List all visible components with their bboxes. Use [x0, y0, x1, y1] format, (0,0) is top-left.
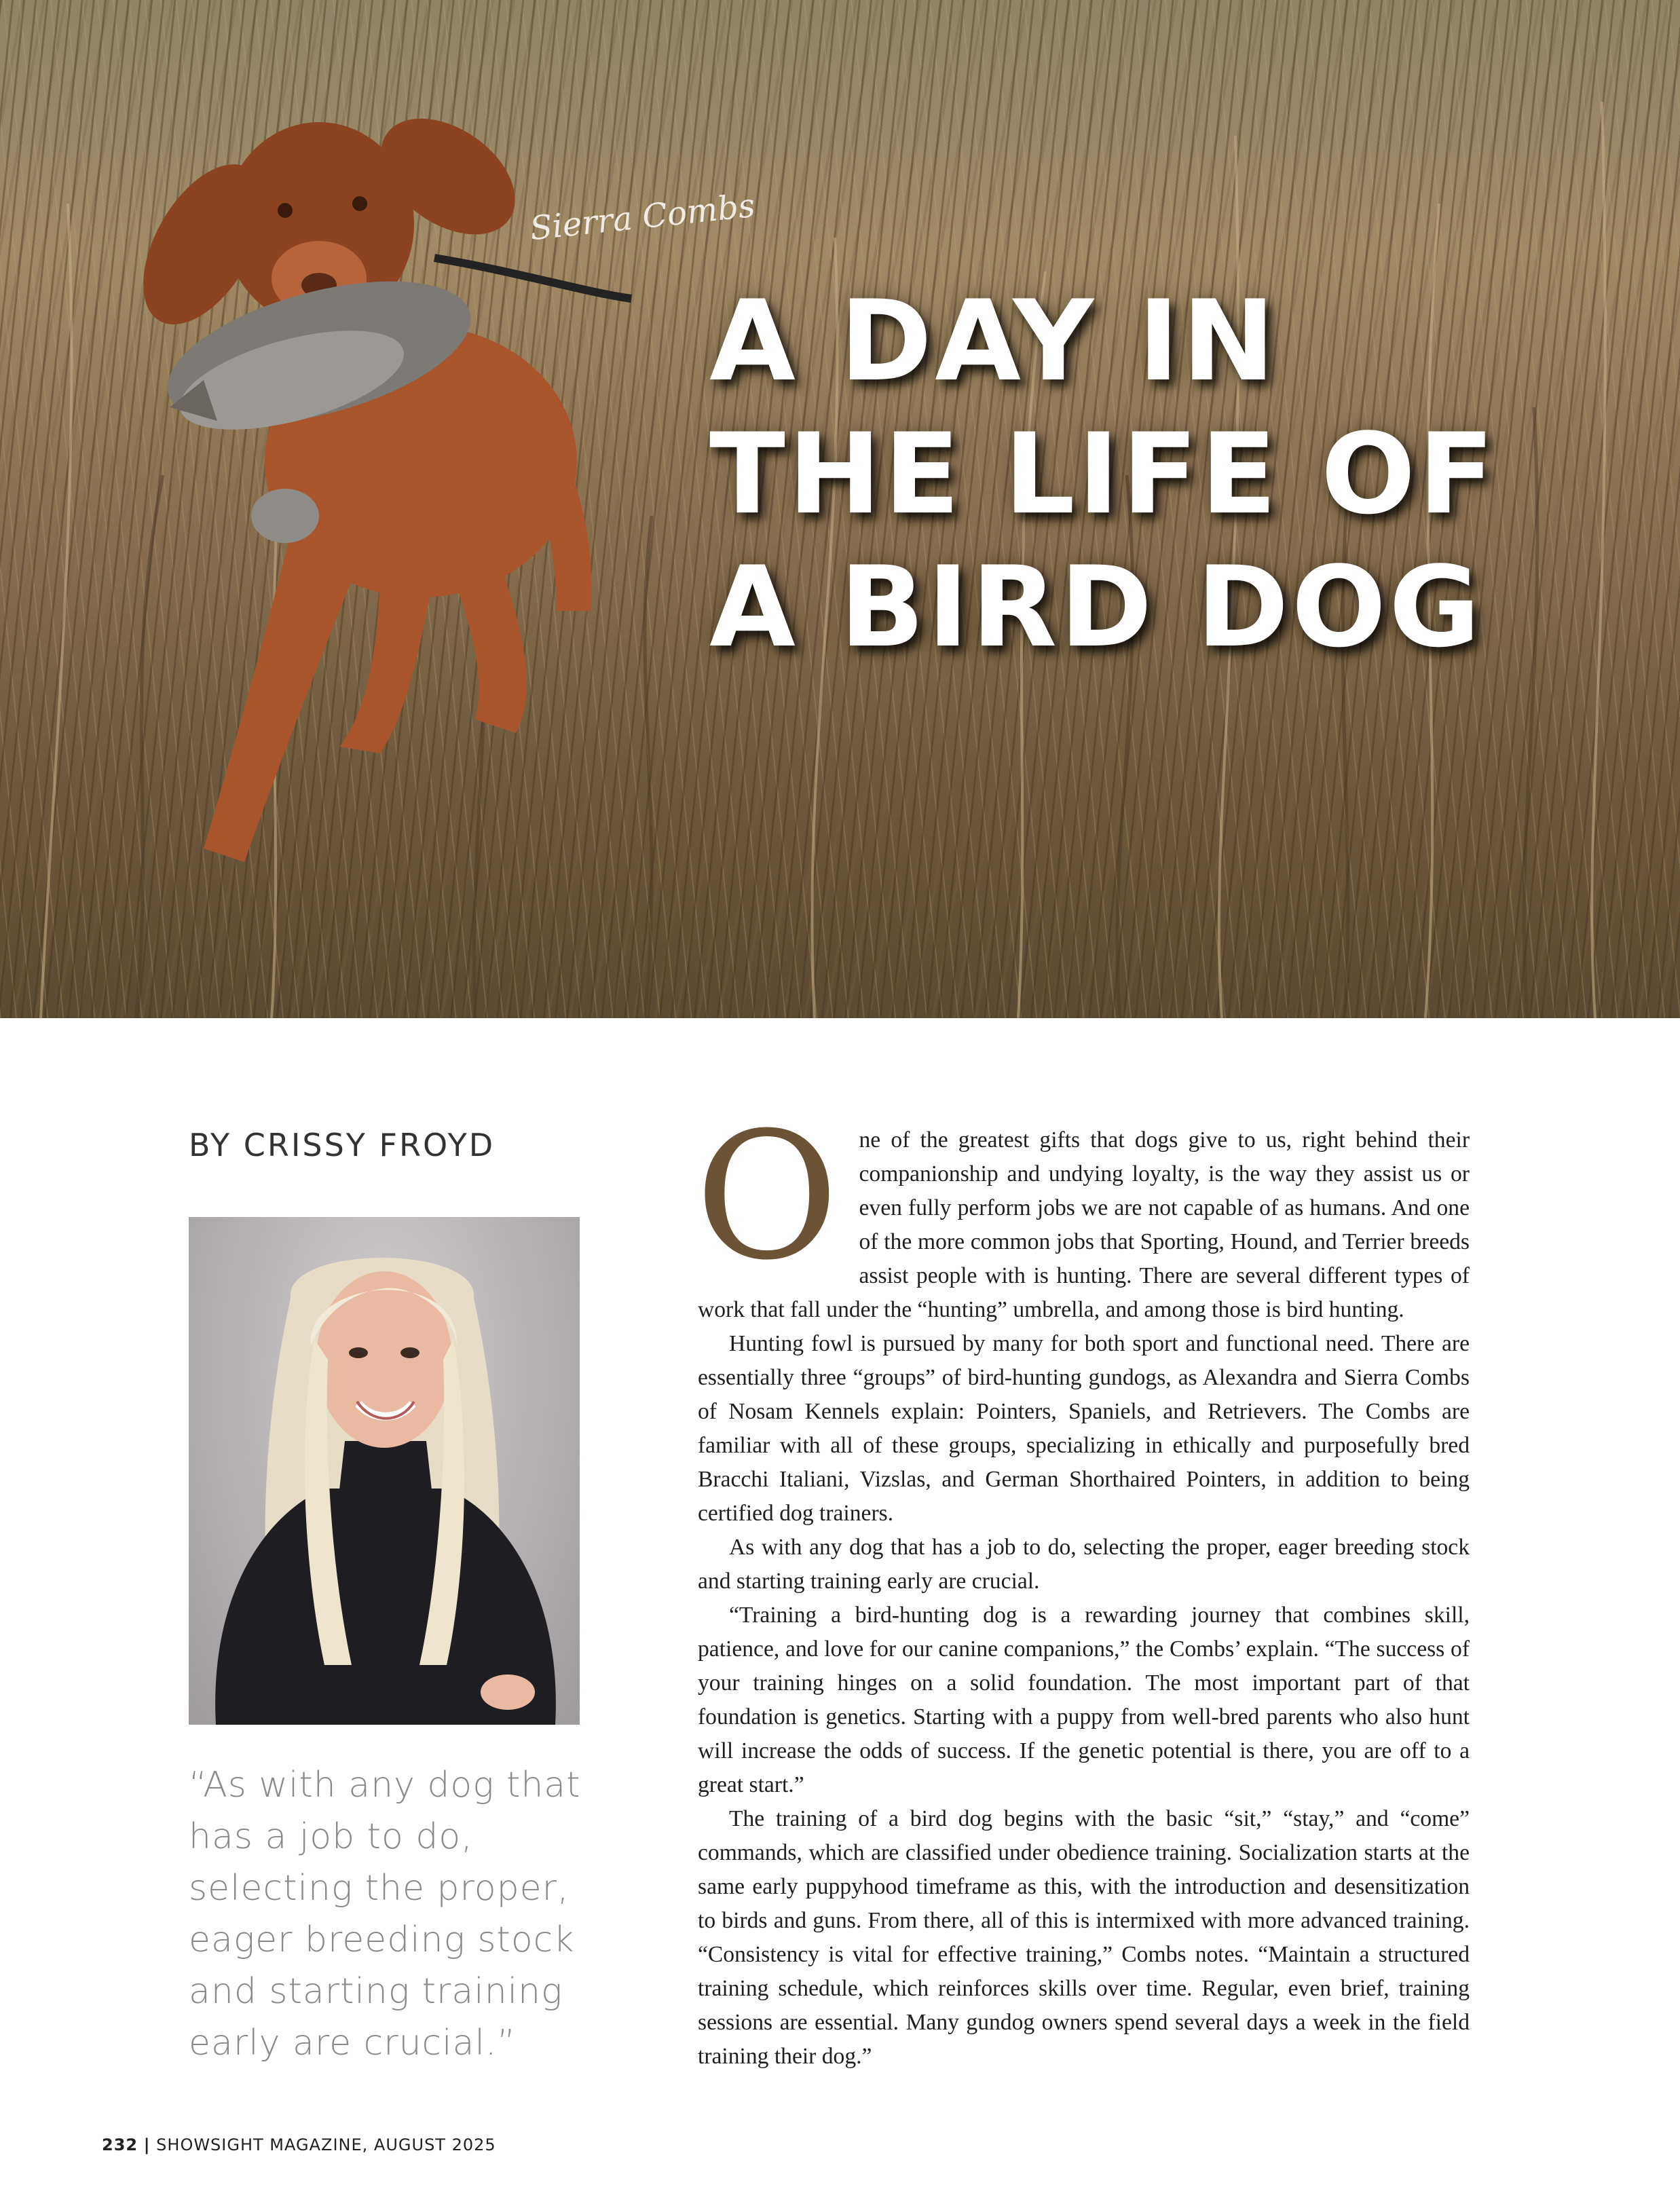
author-portrait	[189, 1217, 580, 1725]
drop-cap: O	[695, 1095, 839, 1298]
pull-quote: “As with any dog that has a job to do, selecting the proper, eager breeding stock and starting training early are crucial.”	[189, 1765, 581, 2063]
paragraph-2: Hunting fowl is pursued by many for both sport and functional need. There are essentially three “groups” of bird-hunting gundogs, as Alexandra and Sierra Combs of Nosam Kennels explain: Pointers, Spaniels, and Retrievers. The Combs are familiar with all of these groups, specializing in ethically and purposefully bred Bracchi Italiani, Vizslas, and German Shorthaired Pointers, in addition to being certified dog trainers.	[698, 1331, 1470, 1526]
paragraph-5: The training of a bird dog begins with the basic “sit,” “stay,” and “come” commands, which are classified under obedience training. Socialization starts at the same early puppyhood timeframe as this, with the introduction and desensitization to birds and guns. From there, all of this is intermixed with more advanced training. “Consistency is vital for effective training,” Combs notes. “Maintain a structured training schedule, which reinforces skills over time. Regular, even brief, training sessions are essential. Many gundog owners spend several days a week in the field training their dog.”	[698, 1806, 1470, 2069]
paragraph-1-text: ne of the greatest gifts that dogs give to us, right behind their companionship and undying loyalty, is the way they assist us or even fully perform jobs we are not capable of as humans. And one of the more common jobs that Sporting, Hound, and Terrier breeds assist people with is hunting. There are several different types of work that fall under the “hunting” umbrella, and among those is bird hunting.	[698, 1127, 1470, 1322]
paragraph-4: “Training a bird-hunting dog is a rewarding journey that combines skill, patience, and love for our canine companions,” the Combs’ explain. “The success of your training hinges on a solid foundation. The most important part of that foundation is genetics. Starting with a puppy from well-bred parents who also hunt will increase the odds of success. If the genetic potential is there, you are off to a great start.”	[698, 1603, 1470, 1797]
byline: BY CRISSY FROYD	[189, 1127, 496, 1163]
hero-photo	[0, 0, 1680, 1018]
article-body	[695, 1095, 1470, 2074]
title-line-1: A DAY IN	[709, 276, 1278, 406]
page-footer	[102, 2135, 496, 2154]
title-line-2: THE LIFE OF	[709, 409, 1497, 539]
footer-separator: |	[143, 2135, 151, 2154]
author-figure	[189, 1217, 580, 1725]
article-title	[709, 275, 1497, 674]
photographer-signature: Sierra Combs	[527, 186, 757, 248]
paragraph-1	[695, 1095, 1470, 1327]
paragraph-3: As with any dog that has a job to do, selecting the proper, eager breeding stock and starting training early are crucial.	[698, 1535, 1470, 1594]
publication-name: SHOWSIGHT MAGAZINE, AUGUST 2025	[156, 2135, 496, 2154]
page-number: 232	[102, 2135, 138, 2154]
title-line-3: A BIRD DOG	[709, 542, 1483, 672]
